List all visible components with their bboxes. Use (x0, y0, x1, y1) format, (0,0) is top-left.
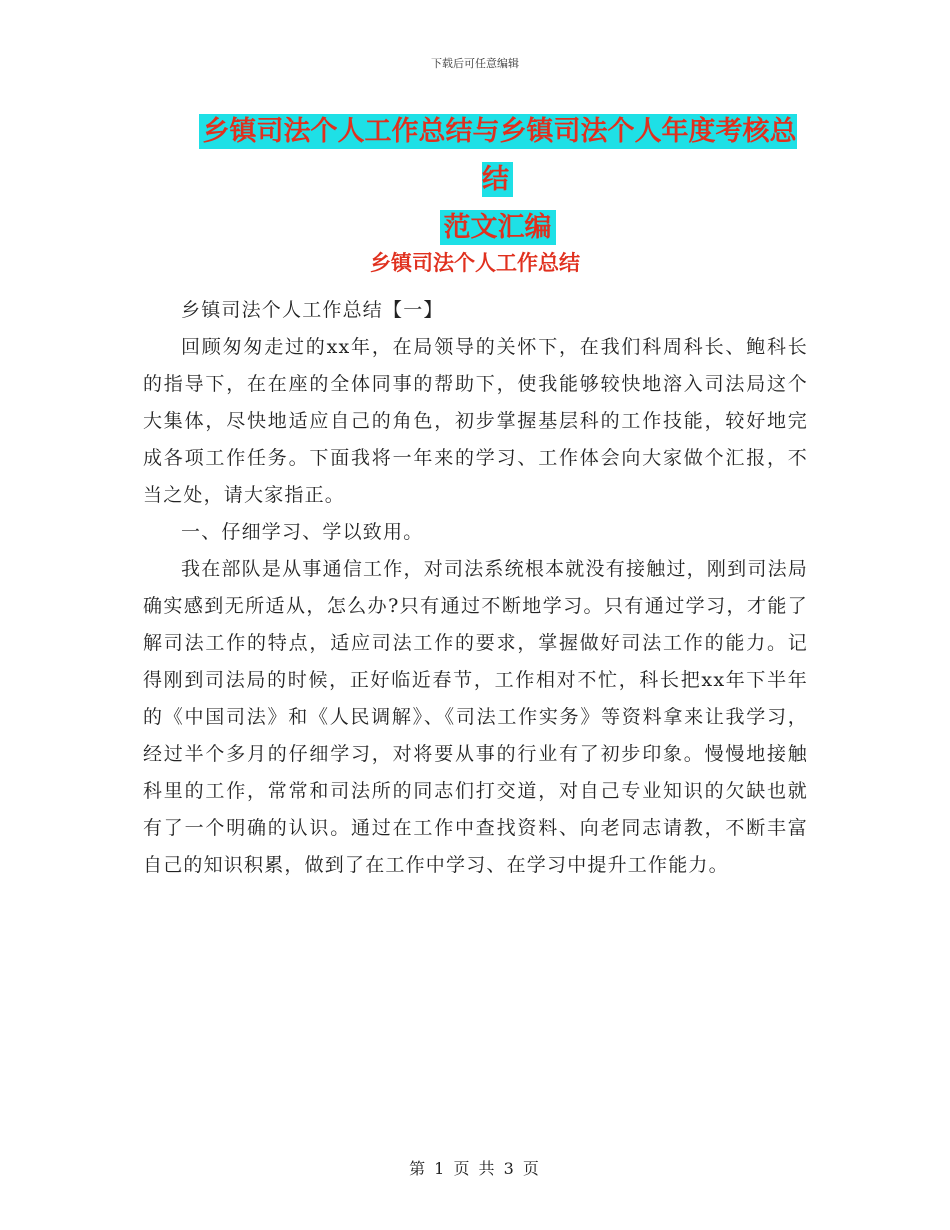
header-note: 下载后可任意编辑 (431, 57, 519, 70)
page-number: 第 1 页 共 3 页 (409, 1159, 541, 1178)
body-text (143, 292, 808, 884)
paragraph: 一、仔细学习、学以致用。 (181, 521, 424, 543)
paragraph: 回顾匆匆走过的xx年，在局领导的关怀下，在我们科周科长、鲍科长的指导下，在在座的全体同事的帮助下，使我能够较快地溶入司法局这个大集体，尽快地适应自己的角色，初步掌握基层科的工作技能，较好地完成各项工作任务。下面我将一年来的学习、工作体会向大家做个汇报，不当之处，请大家指正。 (143, 336, 808, 506)
document-title (185, 108, 810, 252)
title-line-2: 范文汇编 (440, 210, 556, 245)
section-heading: 乡镇司法个人工作总结 (370, 251, 580, 275)
paragraph: 乡镇司法个人工作总结【一】 (181, 299, 444, 321)
title-line-1: 乡镇司法个人工作总结与乡镇司法个人年度考核总结 (199, 114, 797, 197)
paragraph: 我在部队是从事通信工作，对司法系统根本就没有接触过，刚到司法局确实感到无所适从，怎么办?只有通过不断地学习。只有通过学习，才能了解司法工作的特点，适应司法工作的要求，掌握做好司法工作的能力。记得刚到司法局的时候，正好临近春节，工作相对不忙，科长把xx年下半年的《中国司法》和《人民调解》、《司法工作实务》等资料拿来让我学习，经过半个多月的仔细学习，对将要从事的行业有了初步印象。慢慢地接触科里的工作，常常和司法所的同志们打交道，对自己专业知识的欠缺也就有了一个明确的认识。通过在工作中查找资料、向老同志请教，不断丰富自己的知识积累，做到了在工作中学习、在学习中提升工作能力。 (143, 558, 808, 876)
